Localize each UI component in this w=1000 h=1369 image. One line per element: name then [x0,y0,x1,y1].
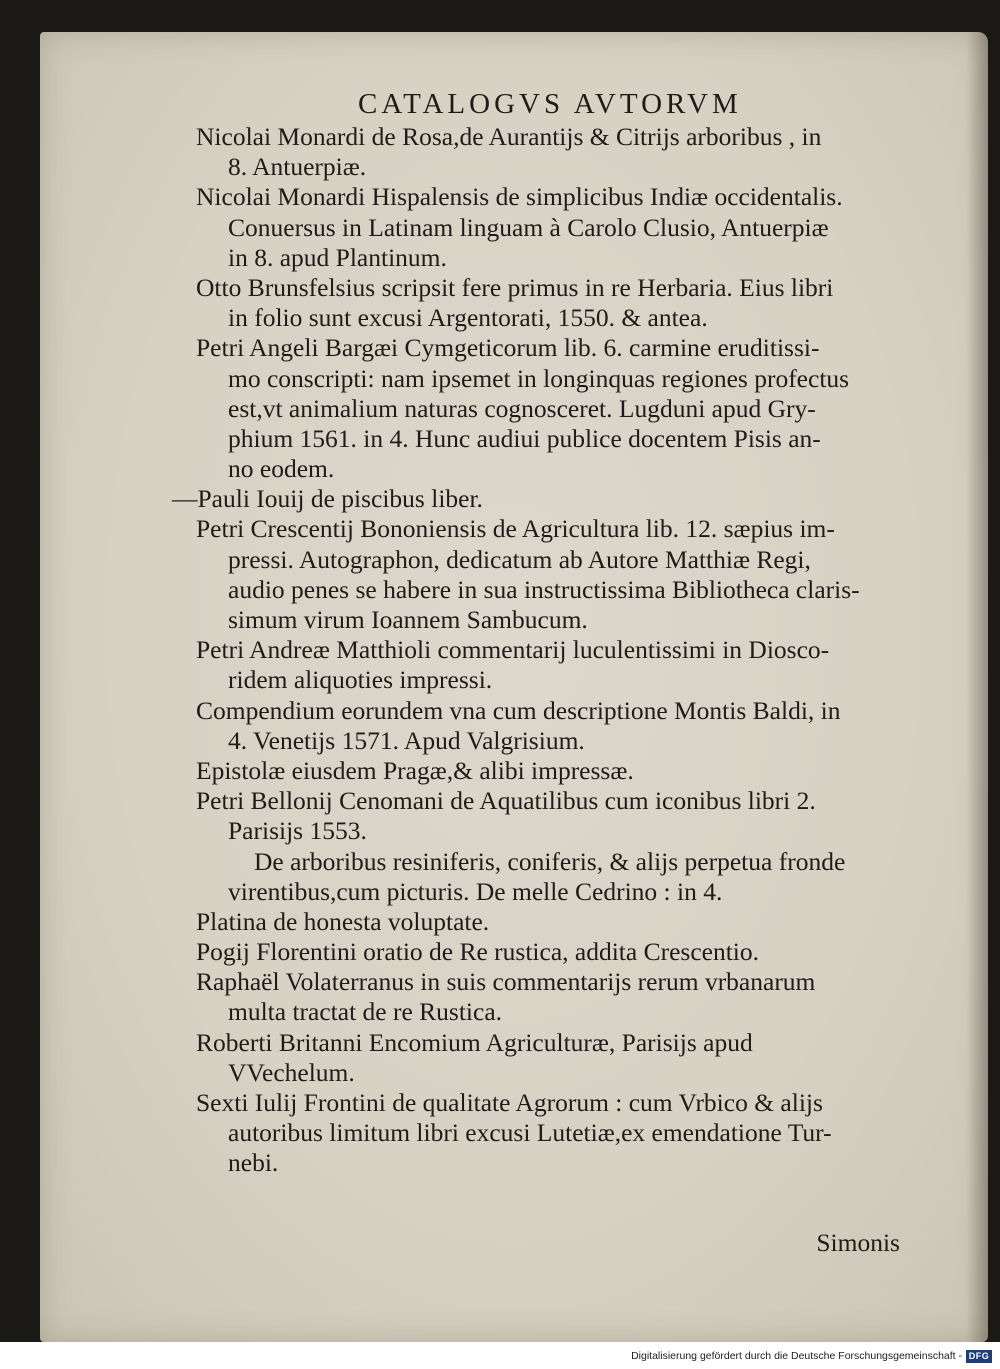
text-line: Nicolai Monardi Hispalensis de simplicibus Indiæ occidentalis. [196,182,843,212]
text-line: autoribus limitum libri excusi Lutetiæ,ex emendatione Tur- [228,1118,832,1148]
text-line: pressi. Autographon, dedicatum ab Autore Matthiæ Regi, [228,544,811,574]
text-line: ridem aliquoties impressi. [228,665,493,695]
text-line: Nicolai Monardi de Rosa,de Aurantijs & Citrijs arboribus , in [196,122,822,151]
dfg-logo: DFG [966,1350,992,1363]
text-line: in 8. apud Plantinum. [228,242,447,272]
funding-credit: Digitalisierung gefördert durch die Deutsche Forschungsgemeinschaft - [631,1350,962,1362]
text-line: phium 1561. in 4. Hunc audiui publice docentem Pisis an- [228,423,821,453]
text-line: Petri Andreæ Matthioli commentarij luculentissimi in Diosco- [196,635,830,665]
text-line: Pogij Florentini oratio de Re rustica, addita Crescentio. [196,937,760,967]
text-line: Sexti Iulij Frontini de qualitate Agrorum : cum Vrbico & alijs [196,1088,823,1117]
text-line: De arboribus resiniferis, coniferis, & alijs perpetua fronde [254,846,846,876]
text-line: —Pauli Iouij de piscibus liber. [172,484,483,514]
text-line: Compendium eorundem vna cum descriptione Montis Baldi, in [196,695,841,725]
text-line: nebi. [228,1148,279,1178]
text-line: no eodem. [228,454,335,484]
catchword: Simonis [816,1228,900,1257]
book-page [40,32,988,1342]
text-line: VVechelum. [228,1057,355,1087]
running-head: CATALOGVS AVTORVM [358,88,742,120]
page-edge-shadow [966,32,988,1342]
text-line: Parisijs 1553. [228,816,367,846]
text-line: 8. Antuerpiæ. [228,152,367,182]
text-line: in folio sunt excusi Argentorati, 1550. & antea. [228,303,708,333]
text-line: mo conscripti: nam ipsemet in longinquas regiones profectus [228,363,850,393]
text-line: audio penes se habere in sua instructissima Bibliotheca claris- [228,574,860,604]
text-line: Raphaël Volaterranus in suis commentarijs rerum vrbanarum [196,967,816,997]
text-line: simum virum Ioannem Sambucum. [228,605,588,634]
text-line: Epistolæ eiusdem Pragæ,& alibi impressæ. [196,755,634,785]
text-line: Roberti Britanni Encomium Agriculturæ, Parisijs apud [196,1027,753,1057]
text-line: Petri Crescentij Bononiensis de Agricultura lib. 12. sæpius im- [196,514,835,544]
catalog-text-block [172,122,916,1179]
text-line: Platina de honesta voluptate. [196,906,490,936]
text-line: Petri Bellonij Cenomani de Aquatilibus cum iconibus libri 2. [196,786,816,816]
text-line: multa tractat de re Rustica. [228,997,503,1027]
text-line: Otto Brunsfelsius scripsit fere primus in re Herbaria. Eius libri [196,272,834,302]
text-line: virentibus,cum picturis. De melle Cedrino : in 4. [228,876,723,906]
footer-bar [0,1342,1000,1369]
text-line: est,vt animalium naturas cognosceret. Lugduni apud Gry- [228,393,816,423]
text-line: Conuersus in Latinam linguam à Carolo Clusio, Antuerpiæ [228,212,829,242]
text-line: 4. Venetijs 1571. Apud Valgrisium. [228,725,585,755]
text-line: Petri Angeli Bargæi Cymgeticorum lib. 6. carmine eruditissi- [196,333,820,363]
